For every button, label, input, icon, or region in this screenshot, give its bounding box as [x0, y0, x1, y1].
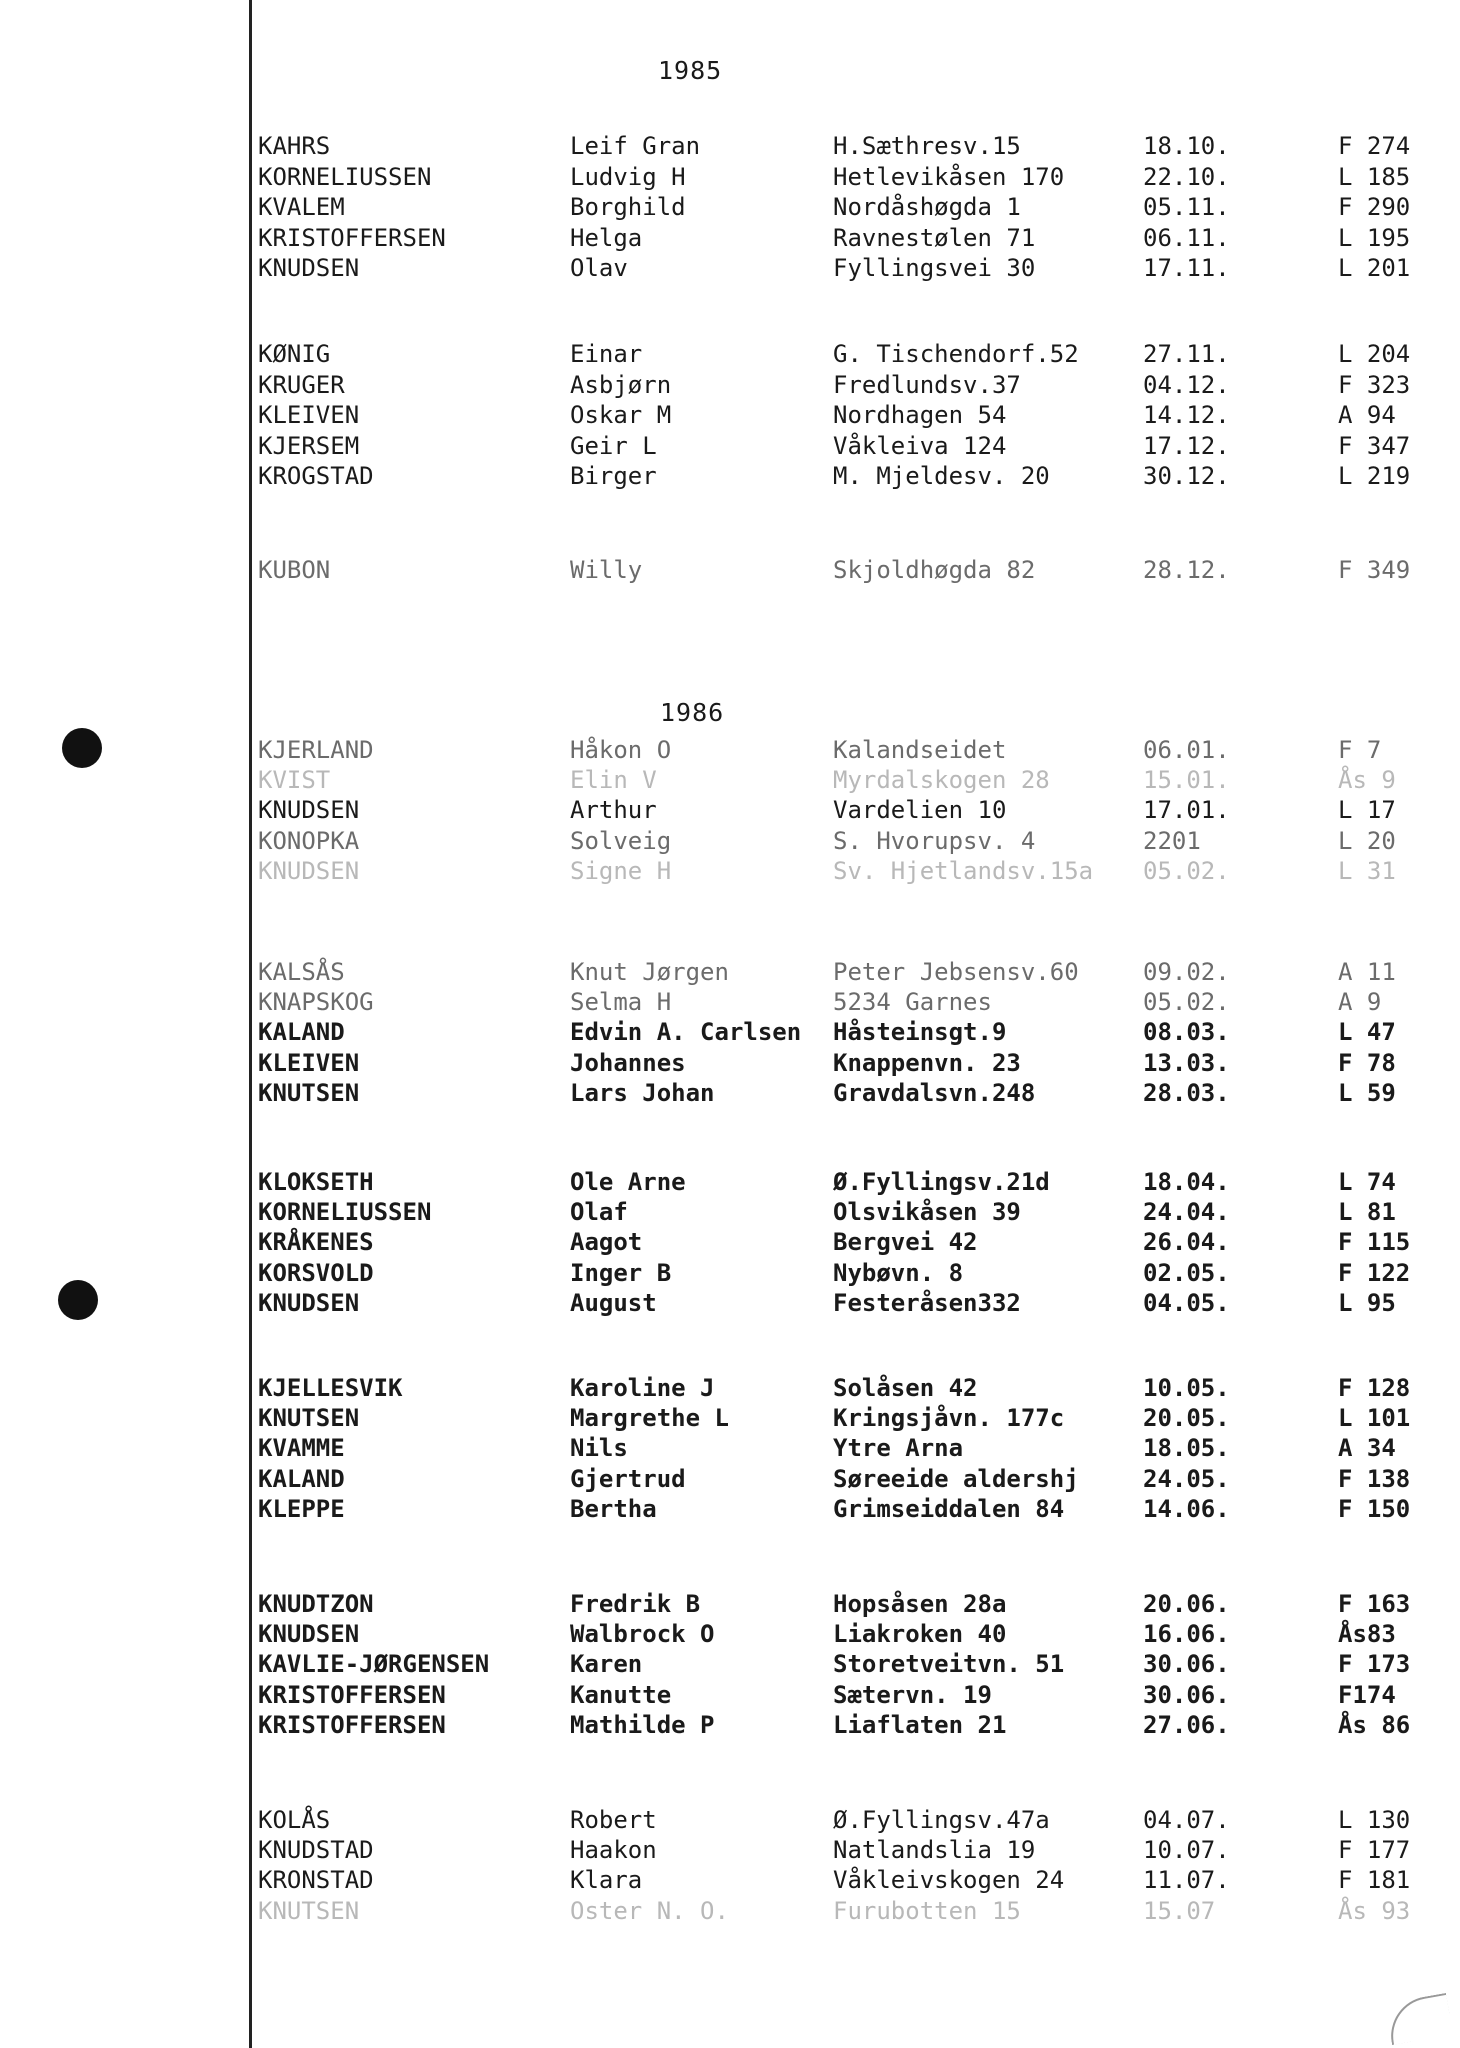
address-cell: Hetlevikåsen 170 [833, 162, 1065, 191]
punch-hole-top [62, 728, 102, 768]
ref-cell: L 59 [1338, 1078, 1396, 1107]
surname-cell: KLEIVEN [258, 1048, 360, 1077]
given-cell: Karoline J [570, 1374, 715, 1402]
table-row [258, 1168, 1448, 1198]
date-cell: 14.06. [1143, 1494, 1230, 1523]
address-cell: 5234 Garnes [833, 988, 992, 1017]
table-row [258, 1897, 1448, 1927]
address-cell: Liakroken 40 [833, 1620, 1007, 1649]
date-cell: 18.10. [1143, 132, 1230, 160]
ref-cell: L 74 [1338, 1168, 1396, 1196]
surname-cell: KJERSEM [258, 431, 360, 460]
given-cell: Selma H [570, 988, 672, 1017]
given-cell: Asbjørn [570, 370, 672, 399]
ref-cell: L 101 [1338, 1404, 1411, 1433]
address-cell: Våkleiva 124 [833, 431, 1007, 460]
date-cell: 06.11. [1143, 223, 1230, 252]
ref-cell: A 11 [1338, 958, 1396, 986]
surname-cell: KØNIG [258, 340, 331, 368]
address-cell: Håsteinsgt.9 [833, 1018, 1007, 1047]
table-row [258, 827, 1448, 857]
address-cell: Ravnestølen 71 [833, 223, 1036, 252]
table-row [258, 132, 1448, 162]
date-cell: 09.02. [1143, 958, 1230, 986]
ref-cell: L 95 [1338, 1288, 1396, 1317]
address-cell: Solåsen 42 [833, 1374, 978, 1402]
ref-cell: L 47 [1338, 1018, 1396, 1047]
table-row [258, 1650, 1448, 1680]
ref-cell: F 173 [1338, 1650, 1411, 1679]
ref-cell: Ås83 [1338, 1620, 1396, 1649]
table-row [258, 1465, 1448, 1495]
ref-cell: L 20 [1338, 826, 1396, 855]
surname-cell: KRONSTAD [258, 1866, 374, 1895]
given-cell: Gjertrud [570, 1464, 686, 1493]
date-cell: 17.12. [1143, 431, 1230, 460]
date-cell: 30.06. [1143, 1650, 1230, 1679]
table-row [258, 988, 1448, 1018]
address-cell: Natlandslia 19 [833, 1836, 1036, 1865]
table-row [258, 766, 1448, 796]
surname-cell: KALSÅS [258, 958, 345, 986]
address-cell: Nordhagen 54 [833, 401, 1007, 429]
ref-cell: F 290 [1338, 193, 1411, 221]
ref-cell: F174 [1338, 1680, 1396, 1709]
table-row [258, 1495, 1448, 1525]
year-heading-1985: 1985 [658, 56, 723, 85]
surname-cell: KNUTSEN [258, 1896, 360, 1925]
table-row [258, 1259, 1448, 1289]
date-cell: 27.06. [1143, 1710, 1230, 1739]
table-row [258, 462, 1448, 492]
address-cell: Kalandseidet [833, 736, 1007, 764]
ref-cell: L 201 [1338, 254, 1411, 282]
table-row [258, 340, 1448, 370]
date-cell: 04.07. [1143, 1806, 1230, 1834]
surname-cell: KAHRS [258, 132, 331, 160]
table-row [258, 1404, 1448, 1434]
table-row [258, 401, 1448, 431]
table-row [258, 193, 1448, 223]
date-cell: 27.11. [1143, 340, 1230, 368]
address-cell: Sv. Hjetlandsv.15a [833, 856, 1094, 885]
given-cell: Oster N. O. [570, 1896, 729, 1925]
given-cell: Olav [570, 254, 628, 282]
date-cell: 13.03. [1143, 1048, 1230, 1077]
given-cell: Håkon O [570, 736, 672, 764]
given-cell: Elin V [570, 766, 657, 795]
given-cell: Klara [570, 1866, 643, 1895]
surname-cell: KJELLESVIK [258, 1374, 403, 1402]
surname-cell: KNUDTZON [258, 1590, 374, 1618]
ref-cell: F 177 [1338, 1836, 1411, 1865]
date-cell: 28.12. [1143, 556, 1230, 584]
table-row [258, 1590, 1448, 1620]
date-cell: 2201 [1143, 826, 1201, 855]
table-row [258, 1228, 1448, 1258]
date-cell: 30.12. [1143, 462, 1230, 490]
surname-cell: KRISTOFFERSEN [258, 1680, 446, 1709]
address-cell: Storetveitvn. 51 [833, 1650, 1065, 1679]
given-cell: Knut Jørgen [570, 958, 729, 986]
surname-cell: KVIST [258, 766, 331, 795]
given-cell: Oskar M [570, 401, 672, 429]
date-cell: 04.12. [1143, 370, 1230, 399]
address-cell: Ø.Fyllingsv.21d [833, 1168, 1050, 1196]
given-cell: Edvin A. Carlsen [570, 1018, 802, 1047]
address-cell: Søreeide aldershj [833, 1464, 1079, 1493]
given-cell: Bertha [570, 1494, 657, 1523]
date-cell: 08.03. [1143, 1018, 1230, 1047]
punch-hole-bottom [58, 1280, 98, 1320]
table-row [258, 1374, 1448, 1404]
given-cell: Borghild [570, 193, 686, 221]
ref-cell: F 349 [1338, 556, 1411, 584]
table-row [258, 1836, 1448, 1866]
given-cell: Mathilde P [570, 1710, 715, 1739]
address-cell: Vardelien 10 [833, 796, 1007, 825]
given-cell: Haakon [570, 1836, 657, 1865]
table-row [258, 736, 1448, 766]
given-cell: August [570, 1288, 657, 1317]
surname-cell: KNUTSEN [258, 1078, 360, 1107]
table-row [258, 857, 1448, 887]
surname-cell: KNAPSKOG [258, 988, 374, 1017]
table-row [258, 1434, 1448, 1464]
address-cell: Festeråsen332 [833, 1288, 1021, 1317]
ref-cell: L 81 [1338, 1198, 1396, 1227]
ref-cell: L 185 [1338, 162, 1411, 191]
surname-cell: KLEIVEN [258, 401, 360, 429]
address-cell: Myrdalskogen 28 [833, 766, 1050, 795]
date-cell: 28.03. [1143, 1078, 1230, 1107]
table-row [258, 1079, 1448, 1109]
given-cell: Ludvig H [570, 162, 686, 191]
ref-cell: L 130 [1338, 1806, 1411, 1834]
date-cell: 14.12. [1143, 401, 1230, 429]
surname-cell: KNUDSTAD [258, 1836, 374, 1865]
date-cell: 10.07. [1143, 1836, 1230, 1865]
given-cell: Geir L [570, 431, 657, 460]
ref-cell: L 17 [1338, 796, 1396, 825]
table-row [258, 371, 1448, 401]
date-cell: 24.05. [1143, 1464, 1230, 1493]
address-cell: Liaflaten 21 [833, 1710, 1007, 1739]
ref-cell: Ås 93 [1338, 1896, 1411, 1925]
given-cell: Solveig [570, 826, 672, 855]
given-cell: Ole Arne [570, 1168, 686, 1196]
ref-cell: A 9 [1338, 988, 1382, 1017]
ref-cell: F 181 [1338, 1866, 1411, 1895]
table-row [258, 1711, 1448, 1741]
ref-cell: F 274 [1338, 132, 1411, 160]
date-cell: 15.07 [1143, 1896, 1216, 1925]
surname-cell: KJERLAND [258, 736, 374, 764]
ref-cell: L 31 [1338, 856, 1396, 885]
ref-cell: Ås 9 [1338, 766, 1396, 795]
surname-cell: KRUGER [258, 370, 345, 399]
date-cell: 06.01. [1143, 736, 1230, 764]
date-cell: 26.04. [1143, 1228, 1230, 1257]
surname-cell: KRISTOFFERSEN [258, 223, 446, 252]
given-cell: Lars Johan [570, 1078, 715, 1107]
surname-cell: KALAND [258, 1464, 345, 1493]
surname-cell: KVAMME [258, 1434, 345, 1463]
date-cell: 02.05. [1143, 1258, 1230, 1287]
address-cell: Fredlundsv.37 [833, 370, 1021, 399]
given-cell: Olaf [570, 1198, 628, 1227]
address-cell: Hopsåsen 28a [833, 1590, 1007, 1618]
surname-cell: KOLÅS [258, 1806, 331, 1834]
surname-cell: KNUDSEN [258, 796, 360, 825]
surname-cell: KLOKSETH [258, 1168, 374, 1196]
date-cell: 10.05. [1143, 1374, 1230, 1402]
surname-cell: KNUDSEN [258, 1288, 360, 1317]
given-cell: Arthur [570, 796, 657, 825]
table-row [258, 1806, 1448, 1836]
given-cell: Kanutte [570, 1680, 672, 1709]
surname-cell: KRÅKENES [258, 1228, 374, 1257]
ref-cell: L 219 [1338, 462, 1411, 490]
date-cell: 24.04. [1143, 1198, 1230, 1227]
surname-cell: KROGSTAD [258, 462, 374, 490]
table-row [258, 1049, 1448, 1079]
address-cell: Skjoldhøgda 82 [833, 556, 1036, 584]
table-row [258, 1198, 1448, 1228]
address-cell: Fyllingsvei 30 [833, 254, 1036, 282]
table-row [258, 1620, 1448, 1650]
address-cell: Grimseiddalen 84 [833, 1494, 1065, 1523]
date-cell: 11.07. [1143, 1866, 1230, 1895]
surname-cell: KNUDSEN [258, 254, 360, 282]
given-cell: Helga [570, 223, 643, 252]
given-cell: Nils [570, 1434, 628, 1463]
table-row [258, 1681, 1448, 1711]
given-cell: Margrethe L [570, 1404, 729, 1433]
ref-cell: F 7 [1338, 736, 1382, 764]
table-row [258, 1289, 1448, 1319]
surname-cell: KONOPKA [258, 826, 360, 855]
address-cell: Våkleivskogen 24 [833, 1866, 1065, 1895]
surname-cell: KORNELIUSSEN [258, 162, 432, 191]
address-cell: G. Tischendorf.52 [833, 340, 1079, 368]
table-row [258, 432, 1448, 462]
address-cell: Ytre Arna [833, 1434, 964, 1463]
address-cell: Gravdalsvn.248 [833, 1078, 1036, 1107]
date-cell: 20.06. [1143, 1590, 1230, 1618]
address-cell: Nordåshøgda 1 [833, 193, 1021, 221]
ref-cell: F 163 [1338, 1590, 1411, 1618]
date-cell: 05.11. [1143, 193, 1230, 221]
date-cell: 15.01. [1143, 766, 1230, 795]
ref-cell: F 150 [1338, 1494, 1411, 1523]
table-row [258, 224, 1448, 254]
table-row [258, 254, 1448, 284]
address-cell: S. Hvorupsv. 4 [833, 826, 1036, 855]
corner-scribble [1385, 1993, 1453, 2045]
table-row [258, 1018, 1448, 1048]
ref-cell: L 195 [1338, 223, 1411, 252]
address-cell: H.Sæthresv.15 [833, 132, 1021, 160]
table-row [258, 958, 1448, 988]
address-cell: Bergvei 42 [833, 1228, 978, 1257]
ref-cell: A 34 [1338, 1434, 1396, 1463]
surname-cell: KNUTSEN [258, 1404, 360, 1433]
surname-cell: KORNELIUSSEN [258, 1198, 432, 1227]
address-cell: M. Mjeldesv. 20 [833, 462, 1050, 490]
given-cell: Aagot [570, 1228, 643, 1257]
ref-cell: F 122 [1338, 1258, 1411, 1287]
given-cell: Johannes [570, 1048, 686, 1077]
date-cell: 20.05. [1143, 1404, 1230, 1433]
given-cell: Fredrik B [570, 1590, 701, 1618]
ref-cell: F 78 [1338, 1048, 1396, 1077]
ref-cell: F 115 [1338, 1228, 1411, 1257]
ref-cell: F 128 [1338, 1374, 1411, 1402]
surname-cell: KVALEM [258, 193, 345, 221]
given-cell: Willy [570, 556, 643, 584]
given-cell: Walbrock O [570, 1620, 715, 1649]
address-cell: Furubotten 15 [833, 1896, 1021, 1925]
surname-cell: KNUDSEN [258, 1620, 360, 1649]
surname-cell: KALAND [258, 1018, 345, 1047]
address-cell: Olsvikåsen 39 [833, 1198, 1021, 1227]
surname-cell: KORSVOLD [258, 1258, 374, 1287]
date-cell: 04.05. [1143, 1288, 1230, 1317]
ref-cell: F 347 [1338, 431, 1411, 460]
ref-cell: L 204 [1338, 340, 1411, 368]
date-cell: 30.06. [1143, 1680, 1230, 1709]
given-cell: Inger B [570, 1258, 672, 1287]
given-cell: Leif Gran [570, 132, 701, 160]
surname-cell: KRISTOFFERSEN [258, 1710, 446, 1739]
surname-cell: KLEPPE [258, 1494, 345, 1523]
address-cell: Nybøvn. 8 [833, 1258, 964, 1287]
address-cell: Knappenvn. 23 [833, 1048, 1021, 1077]
table-row [258, 163, 1448, 193]
address-cell: Ø.Fyllingsv.47a [833, 1806, 1050, 1834]
date-cell: 05.02. [1143, 988, 1230, 1017]
table-row [258, 796, 1448, 826]
given-cell: Birger [570, 462, 657, 490]
surname-cell: KUBON [258, 556, 331, 584]
given-cell: Signe H [570, 856, 672, 885]
date-cell: 22.10. [1143, 162, 1230, 191]
date-cell: 17.01. [1143, 796, 1230, 825]
given-cell: Einar [570, 340, 643, 368]
given-cell: Karen [570, 1650, 643, 1679]
surname-cell: KAVLIE-JØRGENSEN [258, 1650, 490, 1679]
table-row [258, 1866, 1448, 1896]
address-cell: Kringsjåvn. 177c [833, 1404, 1065, 1433]
page-margin [0, 0, 250, 2048]
address-cell: Peter Jebsensv.60 [833, 958, 1079, 986]
ref-cell: Ås 86 [1338, 1710, 1411, 1739]
address-cell: Sætervn. 19 [833, 1680, 992, 1709]
margin-rule [249, 0, 252, 2048]
date-cell: 18.05. [1143, 1434, 1230, 1463]
surname-cell: KNUDSEN [258, 856, 360, 885]
ref-cell: A 94 [1338, 401, 1396, 429]
date-cell: 16.06. [1143, 1620, 1230, 1649]
ref-cell: F 323 [1338, 370, 1411, 399]
year-heading-1986: 1986 [660, 698, 725, 727]
ref-cell: F 138 [1338, 1464, 1411, 1493]
given-cell: Robert [570, 1806, 657, 1834]
date-cell: 17.11. [1143, 254, 1230, 282]
date-cell: 05.02. [1143, 856, 1230, 885]
table-row [258, 556, 1448, 586]
date-cell: 18.04. [1143, 1168, 1230, 1196]
